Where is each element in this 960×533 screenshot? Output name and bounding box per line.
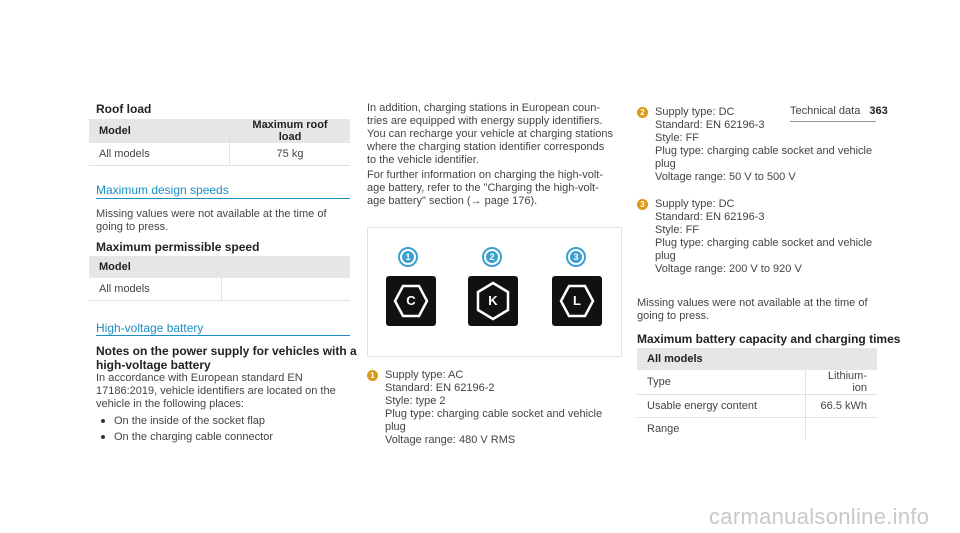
paragraph-line: tries are equipped with energy supply identifiers. xyxy=(367,115,603,127)
heading-line: high-voltage battery xyxy=(96,358,211,372)
table-cell: Lithium-ion xyxy=(806,370,878,395)
max-speed-table xyxy=(89,256,350,301)
identifier-l-icon xyxy=(552,276,602,326)
paragraph-line: age battery, refer to the "Charging the high-volt- xyxy=(367,182,599,194)
ac-supply-details xyxy=(385,369,635,447)
dc-supply-details-2 xyxy=(655,106,905,184)
identifier-letter: C xyxy=(406,293,416,308)
badge-number: 1 xyxy=(402,251,414,263)
missing-values-note-right xyxy=(637,297,897,323)
callout-badge xyxy=(566,247,586,267)
list-item: On the charging cable connector xyxy=(96,429,356,445)
dc-supply-details-3 xyxy=(655,198,905,276)
identifier-figure xyxy=(367,227,622,357)
detail-line: Plug type: charging cable socket and vehicle xyxy=(385,408,603,420)
table-cell: Type xyxy=(637,370,806,395)
table-row xyxy=(89,278,350,301)
table-row xyxy=(637,370,877,395)
identifier-letter: L xyxy=(573,293,581,308)
item-number-badge: 1 xyxy=(367,370,378,381)
detail-line: plug xyxy=(385,421,406,433)
detail-line: Voltage range: 200 V to 920 V xyxy=(655,263,802,275)
detail-line: Voltage range: 480 V RMS xyxy=(385,434,516,446)
identifier-k-icon xyxy=(468,276,518,326)
detail-line: Style: FF xyxy=(655,132,700,144)
table-row xyxy=(637,395,877,418)
paragraph-line: age battery" section (→ page 176). xyxy=(367,195,538,207)
badge-number: 3 xyxy=(570,251,582,263)
detail-line: Supply type: DC xyxy=(655,198,735,210)
paragraph-line: to the vehicle identifier. xyxy=(367,154,479,166)
detail-line: Plug type: charging cable socket and vehicle xyxy=(655,145,873,157)
detail-line: Style: FF xyxy=(655,224,700,236)
watermark-text: carmanualsonline.info xyxy=(709,504,930,529)
table-cell: Usable energy content xyxy=(637,395,806,418)
detail-line: plug xyxy=(655,158,676,170)
detail-line: Standard: EN 62196-2 xyxy=(385,382,495,394)
notes-power-supply-heading xyxy=(96,344,357,372)
missing-values-note: Missing values were not available at the time of going to press. xyxy=(96,208,327,233)
column-header: Model xyxy=(89,256,350,278)
section-rule xyxy=(96,198,350,199)
table-cell: Range xyxy=(647,423,680,435)
identifier-locations-list xyxy=(96,413,356,445)
battery-capacity-heading: Maximum battery capacity and charging times xyxy=(637,332,901,346)
paragraph-line: vehicle in the following places: xyxy=(96,398,244,410)
table-cell xyxy=(222,278,351,301)
hv-battery-title: High-voltage battery xyxy=(96,321,204,335)
item-number-badge: 2 xyxy=(637,107,648,118)
detail-line: Style: type 2 xyxy=(385,395,446,407)
max-design-speeds-title: Maximum design speeds xyxy=(96,183,229,197)
table-cell: All models xyxy=(89,278,222,301)
column-header: Model xyxy=(89,119,230,143)
table-header-row xyxy=(89,119,350,143)
paragraph-line: You can recharge your vehicle at charging stations xyxy=(367,128,614,140)
detail-line: Voltage range: 50 V to 500 V xyxy=(655,171,796,183)
roof-load-heading: Roof load xyxy=(96,102,152,116)
table-cell: 66.5 kWh xyxy=(806,395,878,418)
item-number-badge: 3 xyxy=(637,199,648,210)
column-header: Maximum roof load xyxy=(230,119,351,143)
charging-stations-paragraph xyxy=(367,102,627,208)
battery-table xyxy=(637,348,877,440)
paragraph-line: where the charging station identifier corresponds xyxy=(367,141,605,153)
detail-line: plug xyxy=(655,250,676,262)
identifier-c-icon xyxy=(386,276,436,326)
section-name: Technical data xyxy=(790,105,861,117)
table-row xyxy=(89,143,350,166)
table-header-row xyxy=(89,256,350,278)
detail-line: Supply type: AC xyxy=(385,369,464,381)
paragraph-line: going to press. xyxy=(637,310,710,322)
detail-line: Supply type: DC xyxy=(655,106,735,118)
max-permissible-speed-heading: Maximum permissible speed xyxy=(96,240,260,254)
page-number: 363 xyxy=(869,105,888,117)
heading-line: Notes on the power supply for vehicles with a xyxy=(96,344,357,358)
detail-line: Standard: EN 62196-3 xyxy=(655,211,765,223)
hv-battery-paragraph xyxy=(96,372,356,411)
section-rule xyxy=(96,335,350,336)
roof-load-table xyxy=(89,119,350,166)
detail-line: Plug type: charging cable socket and vehicle xyxy=(655,237,873,249)
callout-badge xyxy=(482,247,502,267)
list-item: On the inside of the socket flap xyxy=(96,413,356,429)
paragraph-line: 17186:2019, vehicle identifiers are located on the xyxy=(96,385,336,397)
paragraph-line: Missing values were not available at the time of xyxy=(637,297,868,309)
identifier-letter: K xyxy=(488,293,498,308)
table-header-row xyxy=(637,348,877,370)
column-header: All models xyxy=(637,348,877,370)
detail-line: Standard: EN 62196-3 xyxy=(655,119,765,131)
paragraph-line: For further information on charging the high-volt- xyxy=(367,169,604,181)
table-row xyxy=(637,418,877,441)
table-cell xyxy=(806,418,878,441)
badge-number: 2 xyxy=(486,251,498,263)
paragraph-line: In accordance with European standard EN xyxy=(96,372,303,384)
callout-badge xyxy=(398,247,418,267)
paragraph-line: In addition, charging stations in European coun- xyxy=(367,102,600,114)
table-cell: 75 kg xyxy=(230,143,351,166)
table-cell: All models xyxy=(89,143,230,166)
